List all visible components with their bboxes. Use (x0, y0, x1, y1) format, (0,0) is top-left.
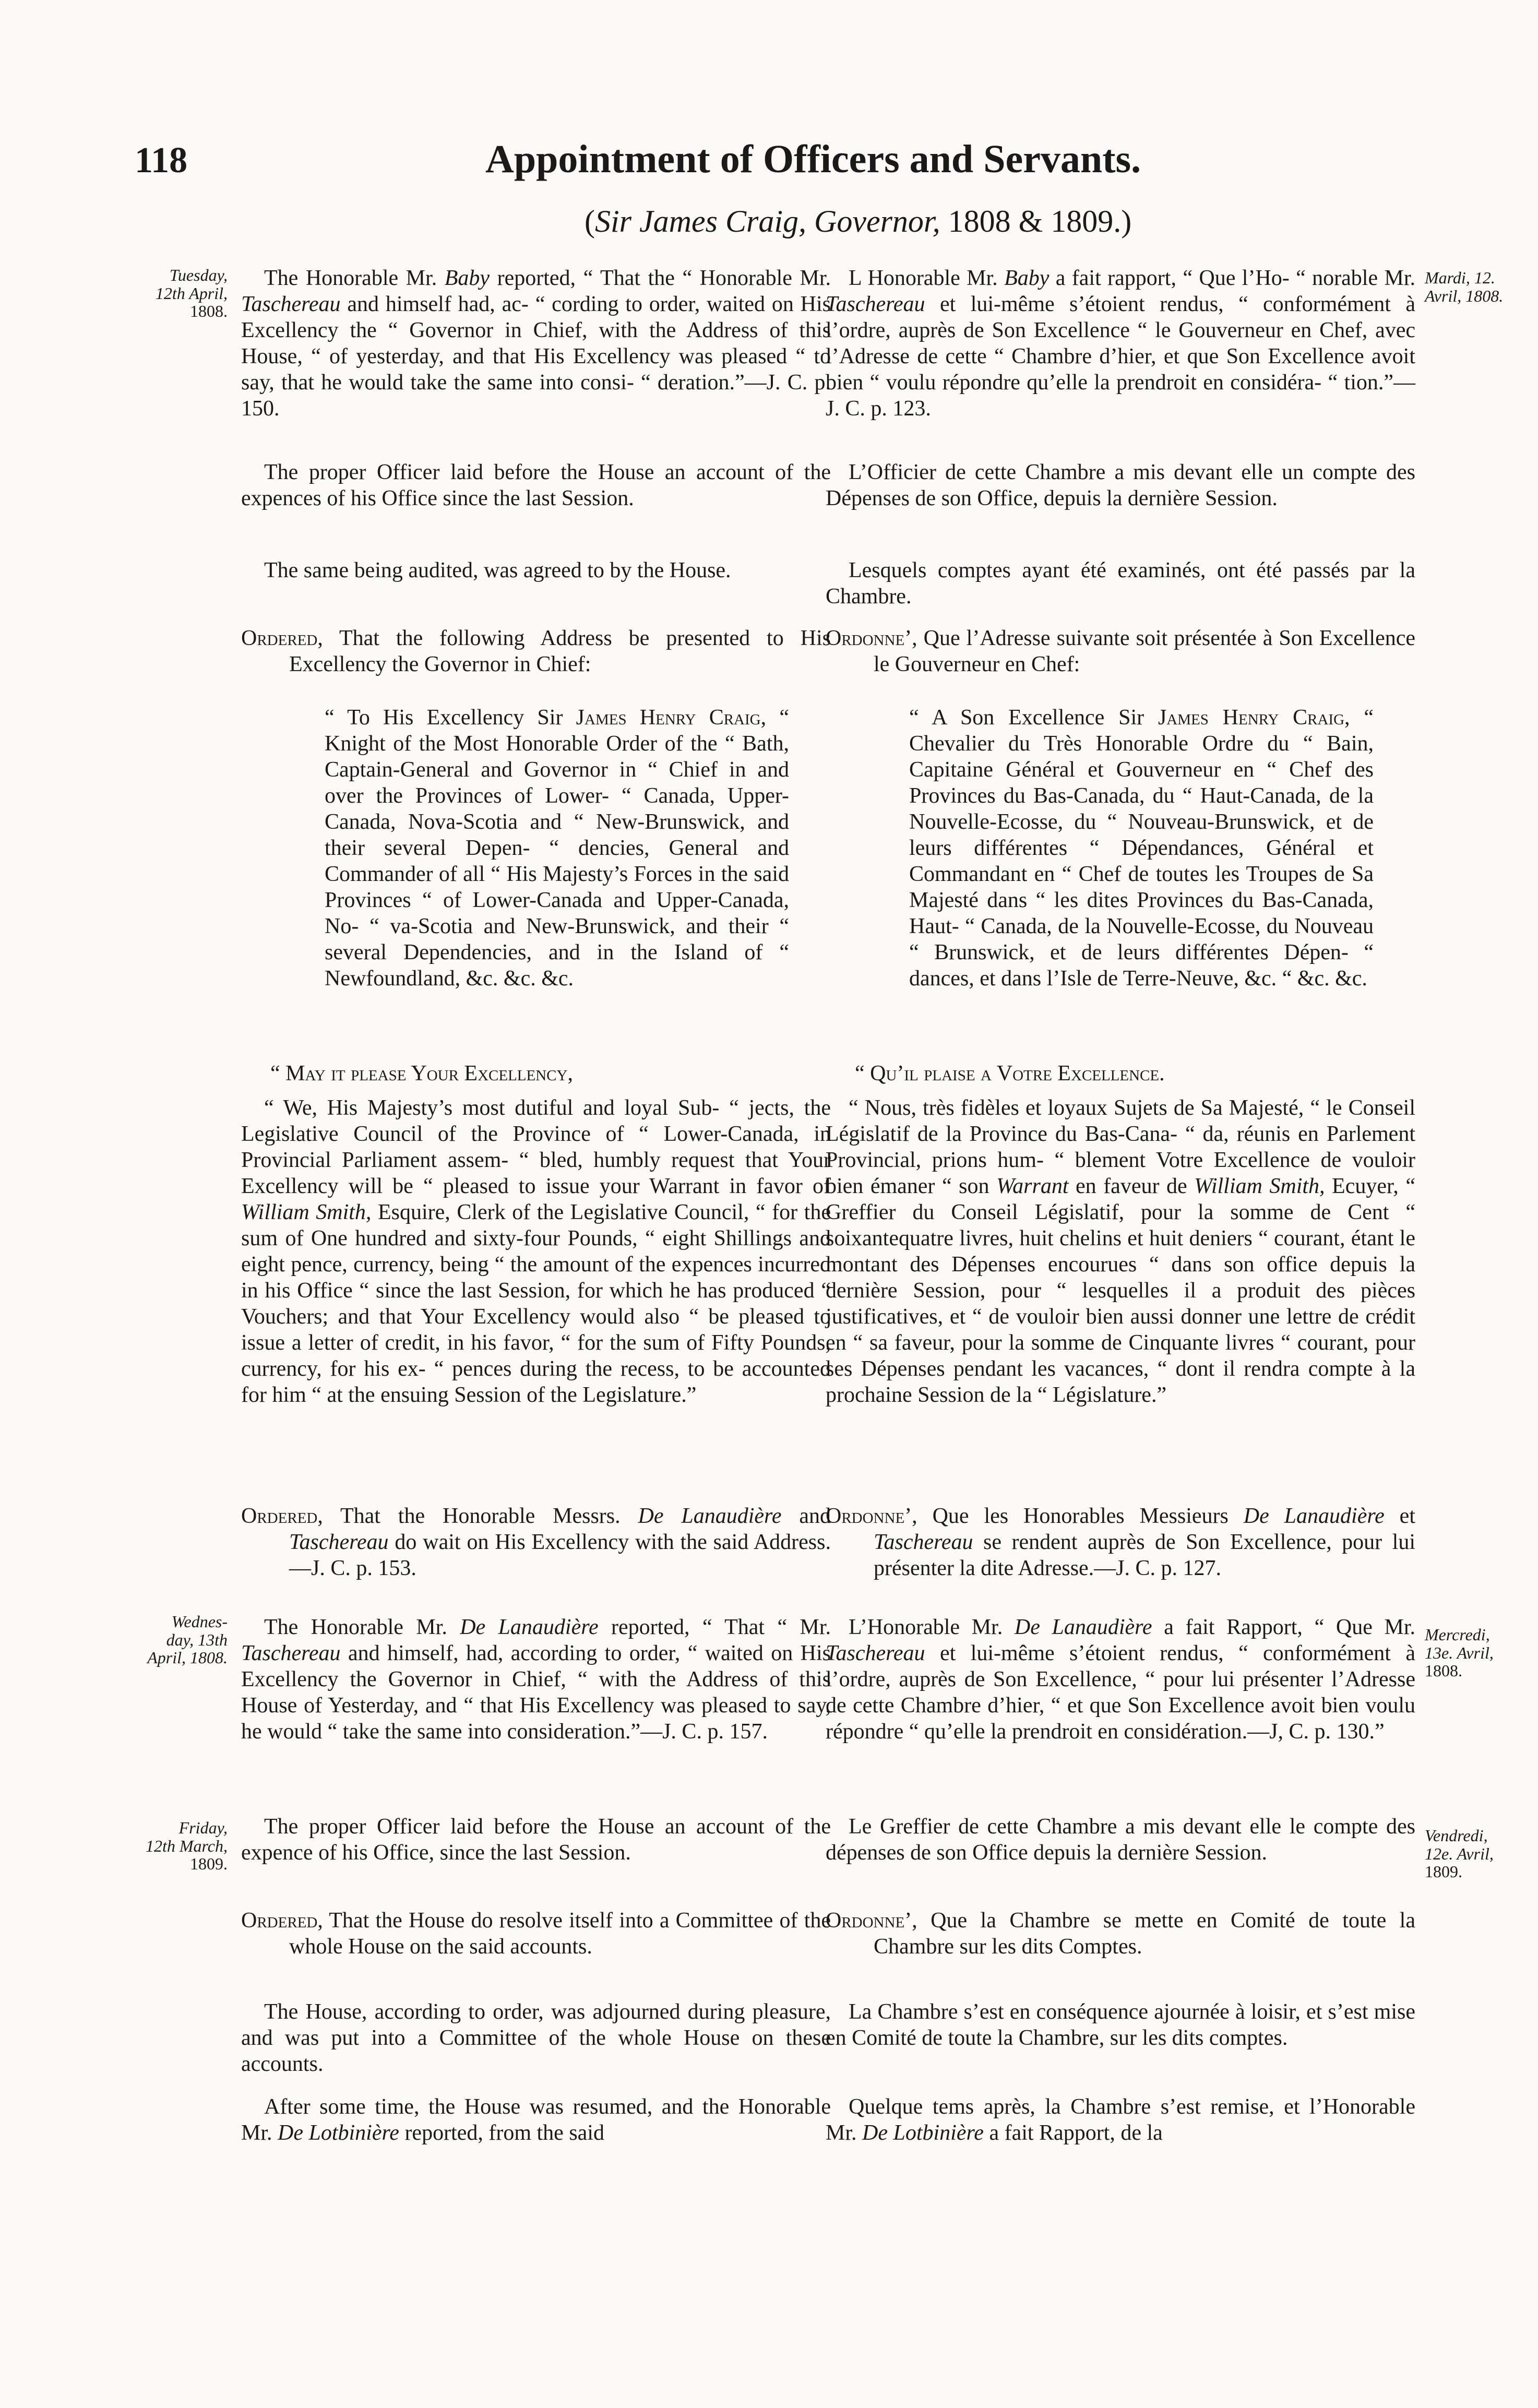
text-run: L’Officier de cette Chambre a mis devant elle un compte des Dépenses de son Office, depuis la dernière Session. (826, 460, 1415, 510)
fr-ajournee (826, 1999, 1415, 2051)
margin-line: Friday, (178, 1818, 228, 1837)
fr-ordonne-wait (826, 1503, 1415, 1581)
margin-date-friday (102, 1819, 228, 1873)
page-title: Appointment of Officers and Servants. (485, 137, 1141, 181)
text-run: The Honorable Mr. (264, 266, 445, 290)
text-run: and himself, had, according to order, “ waited on His Excellency the Governor in Chief, “ with the Address of this House of Yesterday, and “ that His Excellency was pleased to say, he would “ take the same into consideration.”—J. C. p. 157. (241, 1641, 831, 1744)
text-run: do wait on His Excellency with the said Address.—J. C. p. 153. (289, 1530, 831, 1580)
text-run: James Henry Craig, (1158, 706, 1350, 730)
text-run: and (781, 1504, 831, 1528)
en-address-body (241, 1095, 831, 1408)
text-run: That the following Address be presented to His Excellency the Governor in Chief: (289, 626, 831, 676)
fr-audited (826, 557, 1415, 610)
margin-line: 12e. Avril, (1425, 1844, 1494, 1863)
text-run: The Honorable Mr. (264, 1615, 460, 1639)
page-subtitle: (Sir James Craig, Governor, 1808 & 1809.) (585, 204, 1132, 239)
text-run: a fait rapport, “ Que l’Ho- “ norable Mr. (1049, 266, 1415, 290)
text-run: The same being audited, was agreed to by the House. (264, 558, 731, 582)
text-run: William Smith, (1194, 1174, 1325, 1198)
text-run: The proper Officer laid before the House an account of the expence of his Office, since the last Session. (241, 1815, 831, 1865)
text-run: L’Honorable Mr. (849, 1615, 1015, 1639)
text-run: “ A Son Excellence Sir (909, 706, 1158, 730)
subtitle-role: Governor, (814, 204, 940, 239)
subtitle-name: Sir James Craig, (594, 204, 806, 239)
en-salutation (241, 1060, 831, 1087)
fr-remise (826, 2094, 1415, 2146)
margin-line: Mardi, 12. (1425, 268, 1495, 287)
fr-salutation (826, 1060, 1415, 1087)
text-run: After some time, the House was resumed, and the Honorable Mr. (241, 2095, 831, 2145)
en-officer-account (241, 459, 831, 511)
en-ordered-address (241, 625, 831, 677)
margin-line: day, 13th (166, 1630, 228, 1649)
text-run: The House, according to order, was adjourned during pleasure, and was put into a Committee of the whole House on these accounts. (241, 2000, 831, 2076)
text-run: De Lanaudière (1243, 1504, 1385, 1528)
text-run: a fait Rapport, de la (983, 2121, 1163, 2145)
margin-date-mardi (1425, 269, 1532, 305)
margin-line: 1809. (190, 1854, 228, 1874)
text-run: Que la Chambre se mette en Comité de toute la Chambre sur les dits Comptes. (874, 1909, 1415, 1959)
text-run: L Honorable Mr. (849, 266, 1005, 290)
text-run: Ordered, (241, 626, 323, 650)
text-run: “ Chevalier du Très Honorable Ordre du “ Bain, Capitaine Général et Gouverneur en “ Chef des Provinces du Bas-Canada, du “ Haut-Canada, de la Nouvelle-Ecosse, du “ Nouveau-Brunswick, et de leurs différentes “ Dépendances, Général et Commandant en “ Chef de toutes les Troupes de Sa Majesté dans “ les dites Provinces du Bas-Canada, Haut- “ Canada, de la Nouvelle-Ecosse, du Nouveau “ Brunswick, et de leurs différentes Dépen- “ dances, et dans l’Isle de Terre-Neuve, &c. “ &c. &c. (909, 706, 1374, 991)
fr-ordonne-address (826, 625, 1415, 677)
margin-line: April, 1808. (147, 1648, 228, 1667)
text-run: James Henry Craig, (576, 706, 767, 730)
text-run: Esquire, Clerk of the Legislative Council, “ for the sum of One hundred and sixty-four Pounds, “ eight Shillings and eight pence, currency, being “ the amount of the expences incurred in his Office “ since the last Session, for which he has produced “ Vouchers; and that Your Excellency would also “ be pleased to issue a letter of credit, in his favor, “ for the sum of Fifty Pounds, currency, for his ex- “ pences during the recess, to be accounted for him “ at the ensuing Session of the Legislature.” (241, 1200, 831, 1407)
text-run: Taschereau (874, 1530, 973, 1554)
en-officer-expence (241, 1814, 831, 1866)
en-audited (241, 557, 831, 583)
text-run: Taschereau (289, 1530, 389, 1554)
text-run: De Lanaudière (1014, 1615, 1152, 1639)
text-run: et (1384, 1504, 1415, 1528)
fr-greffier-compte (826, 1814, 1415, 1866)
margin-line: 1808. (1425, 1661, 1462, 1680)
page-number: 118 (135, 140, 188, 181)
margin-date-wednesday (102, 1613, 228, 1667)
fr-address-body (826, 1095, 1415, 1408)
text-run: De Lanaudière (638, 1504, 782, 1528)
margin-line: 1809. (1425, 1862, 1462, 1881)
subtitle-years: 1808 & 1809. (948, 204, 1122, 239)
text-run: That the House do resolve itself into a Committee of the whole House on the said accounts. (289, 1909, 831, 1959)
margin-line: Tuesday, (169, 266, 228, 284)
text-run: Baby (444, 266, 490, 290)
text-run: Taschereau (826, 292, 925, 316)
text-run: se rendent auprès de Son Excellence, pour lui présenter la dite Adresse.—J. C. p. 127. (874, 1530, 1415, 1580)
text-run: Taschereau (241, 292, 341, 316)
text-run: De Lotbinière (862, 2121, 984, 2145)
text-run: Ecuyer, “ Greffier du Conseil Législatif, pour la somme de Cent “ soixantequatre livres, huit chelins et huit deniers “ courant, étant le montant des Dépenses encourues “ dans son office depuis la dernière Session, pour “ lesquelles il a produit des pièces justificatives, et “ de vouloir bien aussi donner une lettre de crédit en “ sa faveur, pour la somme de Cinquante livres “ courant, pour ses Dépenses pendant les vacances, “ dont il rendra compte à la prochaine Session de la “ Législature.” (826, 1174, 1415, 1407)
text-run: De Lotbinière (278, 2121, 399, 2145)
margin-line: Avril, 1808. (1425, 286, 1504, 305)
text-run: Ordered, (241, 1504, 323, 1528)
text-run: reported, “ That the “ Honorable Mr. (490, 266, 831, 290)
text-run: That the Honorable Messrs. (323, 1504, 638, 1528)
text-run: Ordonne’, (826, 1909, 917, 1933)
text-run: Que les Honorables Messieurs (917, 1504, 1244, 1528)
text-run: Ordered, (241, 1909, 323, 1933)
margin-line: Mercredi, (1425, 1625, 1490, 1644)
en-ordered-committee (241, 1908, 831, 1960)
en-ordered-wait (241, 1503, 831, 1581)
en-resumed (241, 2094, 831, 2146)
margin-date-mercredi (1425, 1626, 1532, 1680)
margin-line: Vendredi, (1425, 1826, 1488, 1845)
text-run: reported, “ That “ Mr. (598, 1615, 831, 1639)
text-run: Ordonne’, (826, 626, 917, 650)
text-run: et lui-même s’étoient rendus, “ conformément à l’ordre, auprès de Son Excellence “ le Gouverneur en Chef, avec l’Adresse de cette “ Chambre d’hier, et que Son Excellence avoit bien “ voulu répondre qu’elle la prendroit en considéra- “ tion.”—J. C. p. 123. (826, 292, 1415, 421)
margin-line: 13e. Avril, (1425, 1643, 1494, 1662)
text-run: Taschereau (826, 1641, 925, 1665)
text-run: a fait Rapport, “ Que Mr. (1152, 1615, 1415, 1639)
margin-line: 1808. (190, 302, 228, 321)
margin-line: 12th March, (145, 1836, 228, 1855)
fr-address-heading (826, 705, 1415, 992)
en-adjourned (241, 1999, 831, 2077)
text-run: Taschereau (241, 1641, 341, 1665)
text-run: “ May it please Your Excellency, (270, 1062, 573, 1086)
text-run: La Chambre s’est en conséquence ajournée à loisir, et s’est mise en Comité de toute la Chambre, sur les dits comptes. (826, 2000, 1415, 2050)
text-run: The proper Officer laid before the House an account of the expences of his Office since the last Session. (241, 460, 831, 510)
margin-line: Wednes- (171, 1612, 228, 1631)
en-address-heading (241, 705, 831, 992)
fr-baby-report (826, 265, 1415, 422)
text-run: “ To His Excellency Sir (325, 706, 576, 730)
fr-officer-account (826, 459, 1415, 511)
margin-date-tuesday (102, 266, 228, 320)
text-run: “ Nous, très fidèles et loyaux Sujets de Sa Majesté, “ le Conseil Législatif de la Province du Bas-Cana- “ da, réunis en Parlement Provincial, prions hum- “ blement Votre Excellence de vouloir bien émaner “ son (826, 1096, 1415, 1198)
text-run: en faveur de (1068, 1174, 1195, 1198)
margin-line: 12th April, (155, 283, 228, 303)
text-run: Ordonne’, (826, 1504, 917, 1528)
fr-lanaudiere-report (826, 1614, 1415, 1745)
text-run: De Lanaudière (460, 1615, 599, 1639)
text-run: and himself had, ac- “ cording to order, waited on His Excellency the “ Governor in Chief, with the Address of this House, “ of yesterday, and that His Excellency was pleased “ to say, that he would take the same into consi- “ deration.”—J. C. p. 150. (241, 292, 831, 421)
text-run: reported, from the said (399, 2121, 604, 2145)
text-run: Que l’Adresse suivante soit présentée à Son Excellence le Gouverneur en Chef: (874, 626, 1415, 676)
text-run: “ Qu’il plaise a Votre Excellence. (855, 1062, 1165, 1086)
text-run: “ Knight of the Most Honorable Order of the “ Bath, Captain-General and Governor in “ Chief in and over the Provinces of Lower- “ Canada, Upper-Canada, Nova-Scotia and “ New-Brunswick, and their several Depen- “ dencies, General and Commander of all “ His Majesty’s Forces in the said Provinces “ of Lower-Canada and Upper-Canada, No- “ va-Scotia and New-Brunswick, and their “ several Dependencies, and in the Island of “ Newfoundland, &c. &c. &c. (325, 706, 789, 991)
text-run: Quelque tems après, la Chambre s’est remise, et l’Honorable Mr. (826, 2095, 1415, 2145)
text-run: Baby (1004, 266, 1050, 290)
text-run: Lesquels comptes ayant été examinés, ont été passés par la Chambre. (826, 558, 1415, 609)
text-run: Warrant (996, 1174, 1069, 1198)
en-lanaudiere-report (241, 1614, 831, 1745)
text-run: Le Greffier de cette Chambre a mis devant elle le compte des dépenses de son Office depuis la dernière Session. (826, 1815, 1415, 1865)
fr-ordonne-comite (826, 1908, 1415, 1960)
text-run: “ We, His Majesty’s most dutiful and loyal Sub- “ jects, the Legislative Council of the Province of “ Lower-Canada, in Provincial Parliament assem- “ bled, humbly request that Your Excellency will be “ pleased to issue your Warrant in favor of (241, 1096, 831, 1198)
text-run: William Smith, (241, 1200, 372, 1224)
text-run: et lui-même s’étoient rendus, “ conformément à l’ordre, auprès de Son Excellence, “ pour lui présenter l’Adresse de cette Chambre d’hier, “ et que Son Excellence avoit bien voulu répondre “ qu’elle la prendroit en considération.—J, C. p. 130.” (826, 1641, 1415, 1744)
en-baby-report (241, 265, 831, 422)
margin-date-vendredi (1425, 1827, 1532, 1881)
